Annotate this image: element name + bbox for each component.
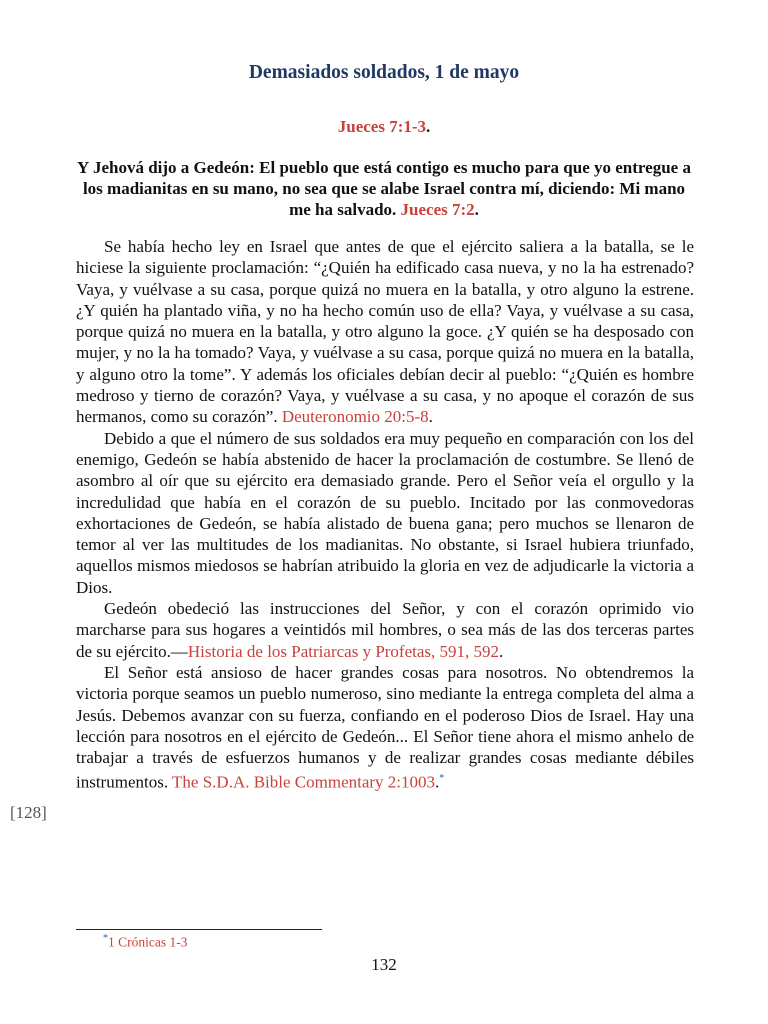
footnote-marker-link[interactable]: * — [439, 773, 445, 785]
reading-reference — [0, 117, 768, 137]
footnote — [103, 933, 187, 951]
paragraph — [76, 662, 694, 793]
footnote-reference-link[interactable]: 1 Crónicas 1-3 — [108, 934, 188, 950]
body-text — [76, 236, 694, 793]
paragraph-reference-link[interactable]: Deuteronomio 20:5-8 — [281, 407, 429, 427]
paragraph-reference-link[interactable]: The S.D.A. Bible Commentary 2:1003 — [172, 773, 436, 793]
paragraph-text: Debido a que el número de sus soldados era muy pequeño en comparación con los del enemigo, Gedeón se había abstenido de hacer la proclamación de costumbre. Se llenó de asombro al oír que su ejército era demasiado grande. Pero el Señor veía el orgullo y la incredulidad que había en el corazón de su pueblo. Incitado por las conmovedoras exhortaciones de Gedeón, se había alistado de buena gana; pero muchos se llenaron de temor al ver las multitudes de los madianitas. No obstante, si Israel hubiera triunfado, aquellos mismos miedosos se habrían atribuido la gloria en vez de adjudicarle la victoria a Dios. — [76, 428, 694, 597]
reading-reference-link[interactable]: Jueces 7:1-3 — [337, 117, 427, 136]
key-verse — [72, 157, 696, 220]
key-verse-end: . — [474, 200, 479, 219]
paragraph-end: . — [428, 407, 433, 427]
paragraph-reference-link[interactable]: Historia de los Patriarcas y Profetas, 591, 592 — [187, 641, 500, 661]
key-verse-reference-link[interactable]: Jueces 7:2 — [400, 200, 475, 219]
paragraph — [76, 598, 694, 662]
paragraph — [76, 236, 694, 428]
page-title: Demasiados soldados, 1 de mayo — [248, 62, 520, 83]
paragraph-text: Se había hecho ley en Israel que antes de que el ejército saliera a la batalla, se le hiciese la siguiente proclamación: “¿Quién ha edificado casa nueva, y no la ha estrenado? Vaya, y vuélvase a su casa, porque quizá no muera en la batalla, y otro alguno la estrene. ¿Y quién ha plantado viña, y no ha hecho común uso de ella? Vaya, y vuélvase a su casa, porque quizá no muera en la batalla, y otro alguno la goce. ¿Y quién se ha desposado con mujer, y no la ha tomado? Vaya, y vuélvase a su casa, porque quizá no muera en la batalla, y alguno otro la tome”. Y además los oficiales debían decir al pueblo: “¿Quién es hombre medroso y tierno de corazón? Vaya, y vuélvase a su casa, y no apoque el corazón de sus hermanos, como su corazón”. — [76, 237, 694, 427]
page-number: 132 — [371, 955, 397, 974]
margin-page-number: [128] — [10, 803, 47, 822]
paragraph-end: . — [435, 773, 440, 793]
footnote-divider — [76, 929, 322, 930]
reading-reference-end: . — [426, 117, 431, 136]
paragraph-text: El Señor está ansioso de hacer grandes cosas para nosotros. No obtendremos la victoria porque seamos un pueblo numeroso, sino mediante la entrega completa del alma a Jesús. Debemos avanzar con su fuerza, confiando en el poderoso Dios de Israel. Hay una lección para nosotros en el ejército de Gedeón... El Señor tiene ahora el mismo anhelo de trabajar a través de esfuerzos humanos y de realizar grandes cosas mediante débiles instrumentos. — [76, 662, 694, 793]
footnote-marker: * — [103, 933, 108, 944]
paragraph-end: . — [499, 641, 504, 661]
key-verse-text: Y Jehová dijo a Gedeón: El pueblo que está contigo es mucho para que yo entregue a los madianitas en su mano, no sea que se alabe Israel contra mí, diciendo: Mi mano me ha salvado. — [77, 158, 691, 219]
paragraph-text: Gedeón obedeció las instrucciones del Señor, y con el corazón oprimido vio marcharse para sus hogares a veintidós mil hombres, o sea más de las dos terceras partes de su ejército.— — [76, 599, 694, 661]
paragraph — [76, 428, 694, 598]
